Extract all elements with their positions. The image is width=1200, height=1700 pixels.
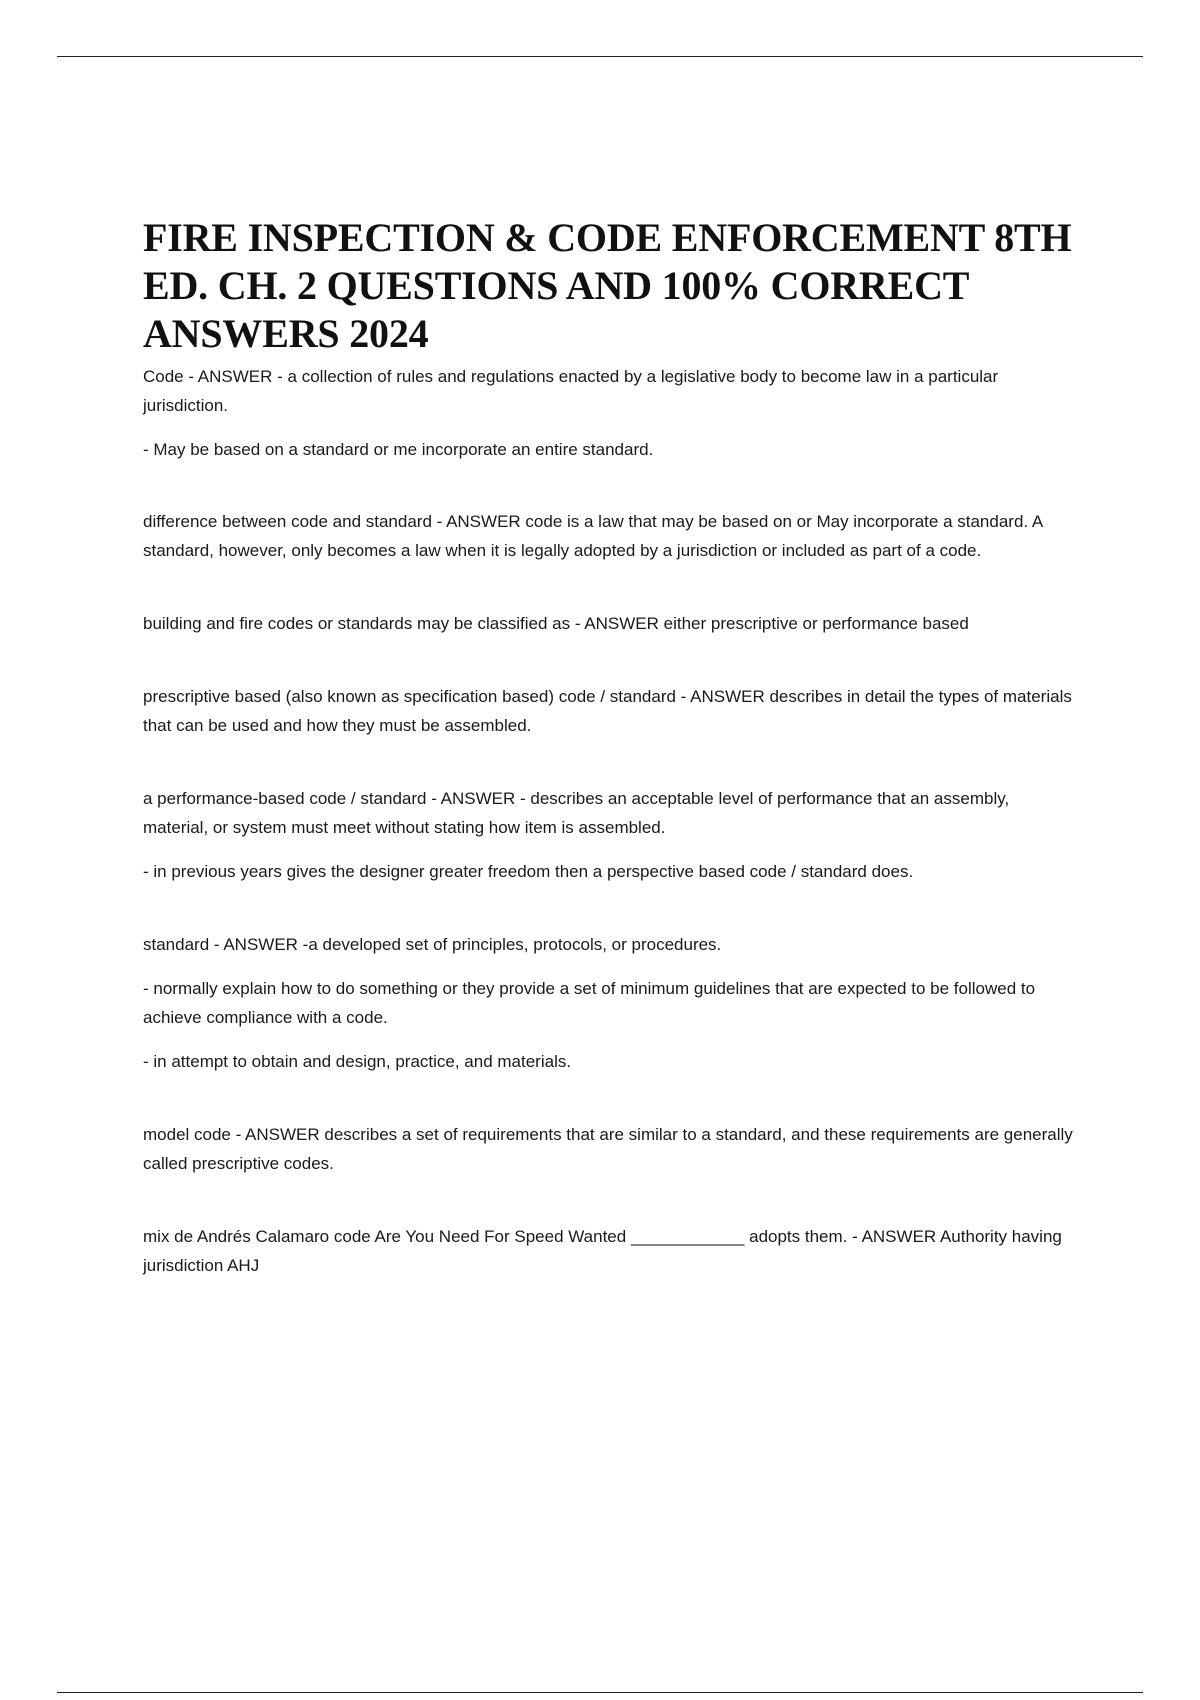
qa-list <box>143 362 1073 1280</box>
qa-entry-difference <box>143 507 1073 565</box>
qa-line: Code - ANSWER - a collection of rules and regulations enacted by a legislative body to become law in a particular jurisdiction. <box>143 367 999 415</box>
footer-rule <box>57 1692 1143 1693</box>
qa-line: model code - ANSWER describes a set of requirements that are similar to a standard, and these requirements are generally called prescriptive codes. <box>143 1125 1073 1173</box>
document-body <box>143 214 1073 1295</box>
qa-entry-classification <box>143 609 1073 638</box>
document-title: FIRE INSPECTION & CODE ENFORCEMENT 8TH ED. CH. 2 QUESTIONS AND 100% CORRECT ANSWERS 2024 <box>143 215 1072 356</box>
qa-line: standard - ANSWER -a developed set of principles, protocols, or procedures. <box>143 935 722 954</box>
qa-line: a performance-based code / standard - ANSWER - describes an acceptable level of performance that an assembly, material, or system must meet without stating how item is assembled. <box>143 789 1010 837</box>
qa-entry-code <box>143 362 1073 464</box>
qa-line: mix de Andrés Calamaro code Are You Need For Speed Wanted ____________ adopts them. - ANSWER Authority having jurisdiction AHJ <box>143 1227 1062 1275</box>
header-rule <box>57 56 1143 57</box>
qa-line: - in attempt to obtain and design, practice, and materials. <box>143 1052 572 1071</box>
qa-entry-performance <box>143 784 1073 886</box>
qa-entry-prescriptive <box>143 682 1073 740</box>
qa-entry-ahj <box>143 1222 1073 1280</box>
qa-line: prescriptive based (also known as specification based) code / standard - ANSWER describes in detail the types of materials that can be used and how they must be assembled. <box>143 687 1072 735</box>
qa-line: - normally explain how to do something or they provide a set of minimum guidelines that are expected to be followed to achieve compliance with a code. <box>143 979 1036 1027</box>
qa-entry-model-code <box>143 1120 1073 1178</box>
qa-line: building and fire codes or standards may be classified as - ANSWER either prescriptive or performance based <box>143 614 969 633</box>
qa-line: difference between code and standard - ANSWER code is a law that may be based on or May incorporate a standard. A standard, however, only becomes a law when it is legally adopted by a jurisdiction or included as part of a code. <box>143 512 1043 560</box>
qa-line: - May be based on a standard or me incorporate an entire standard. <box>143 440 654 459</box>
qa-entry-standard <box>143 930 1073 1076</box>
qa-line: - in previous years gives the designer greater freedom then a perspective based code / standard does. <box>143 862 914 881</box>
